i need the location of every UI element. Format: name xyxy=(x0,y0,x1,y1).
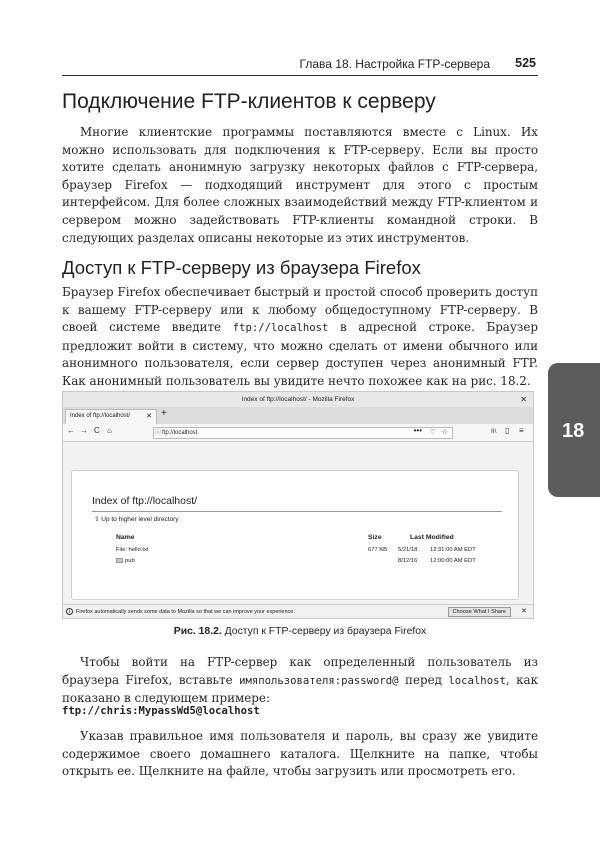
reload-icon[interactable]: C xyxy=(94,426,100,435)
directory-title: Index of ftp://localhost/ xyxy=(92,495,198,507)
window-titlebar xyxy=(63,392,533,407)
folder-link[interactable] xyxy=(116,558,135,564)
home-dir-paragraph xyxy=(62,728,538,781)
url-bar[interactable] xyxy=(153,427,453,439)
url-text: ftp://localhost xyxy=(162,430,198,436)
login-text-b: перед xyxy=(405,672,442,687)
home-dir-text: Указав правильное имя пользователя и пароль, вы сразу же увидите содержимое своего домашнего каталога. Щелкните на папке, чтобы открыть ее. Щелкните на файле, чтобы загрузить или просмотреть его. xyxy=(62,729,538,779)
inline-code-credentials: имяпользователя:password@ xyxy=(239,674,399,687)
section-heading-firefox: Доступ к FTP-серверу из браузера Firefox xyxy=(62,257,421,278)
chapter-title: Глава 18. Настройка FTP-сервера xyxy=(299,57,490,71)
file-size: 677 KB xyxy=(368,547,388,553)
file-time: 12:31:00 AM EDT xyxy=(430,547,476,553)
title-divider xyxy=(92,511,502,512)
sidebar-icon[interactable]: ▯ xyxy=(505,426,510,435)
firefox-paragraph xyxy=(62,284,538,391)
figure-caption xyxy=(0,626,600,637)
intro-text: Многие клиентские программы поставляются вместе с Linux. Их можно использовать для подключения к FTP-серверу. Если вы просто хотите сделать анонимную загрузку некоторых файлов с FTP-сервера, браузер Firefox — подходящий инструмент для этого с простым интерфейсом. Для более сложных взаимодействий между FTP-клиентом и сервером можно задействовать FTP-клиенты командной строки. В следующих разделах описаны некоторые из этих инструментов. xyxy=(62,125,538,245)
column-header-modified: Last Modified xyxy=(410,534,454,541)
folder-time: 12:00:00 AM EDT xyxy=(430,558,476,564)
column-header-name: Name xyxy=(116,534,135,541)
up-directory-link[interactable] xyxy=(94,515,179,523)
caption-text: Доступ к FTP-серверу из браузера Firefox xyxy=(224,626,427,637)
chapter-tab-number: 18 xyxy=(562,420,585,442)
caption-label: Рис. 18.2. xyxy=(173,626,222,637)
column-header-size: Size xyxy=(368,534,382,541)
notification-text: Firefox automatically sends some data to Mozilla so that we can improve your experience. xyxy=(76,609,295,615)
menu-icon[interactable]: ≡ xyxy=(519,426,524,435)
up-directory-label: Up to higher level directory xyxy=(101,516,179,523)
file-link[interactable]: File: hello.txt xyxy=(116,547,149,553)
firefox-screenshot-figure xyxy=(62,391,534,619)
tab-close-icon[interactable]: ✕ xyxy=(146,413,152,420)
page-number: 525 xyxy=(515,56,536,70)
intro-paragraph xyxy=(62,124,538,247)
running-head xyxy=(62,56,538,76)
notification-info-icon: i xyxy=(66,608,73,615)
login-text-a: Чтобы войти на FTP-сервер как определенный пользователь из браузера Firefox, вставьте xyxy=(62,655,538,687)
folder-date: 8/12/16 xyxy=(398,558,418,564)
inline-code-host: localhost xyxy=(448,674,506,687)
folder-icon xyxy=(116,558,123,563)
library-icon[interactable]: II\ xyxy=(491,428,497,435)
inline-code-localhost: ftp://localhost xyxy=(232,322,329,335)
info-icon[interactable]: ⓘ xyxy=(155,430,162,436)
page-actions-icon[interactable]: ••• xyxy=(413,426,422,435)
section-heading-ftp-clients: Подключение FTP-клиентов к серверу xyxy=(62,90,436,113)
notification-close-icon[interactable]: ✕ xyxy=(521,608,527,615)
firefox-text-a: Браузер Firefox обеспечивает быстрый и простой способ проверить доступ к вашему FTP-серверу или к любому общедоступному FTP-серверу. В своей системе введите xyxy=(62,285,538,335)
bookmark-star-icon[interactable]: ☆ xyxy=(441,429,448,436)
login-text-c: , как показано в следующем примере: xyxy=(62,672,539,706)
window-close-icon[interactable]: ✕ xyxy=(520,395,527,404)
tab-row xyxy=(63,407,533,424)
login-paragraph xyxy=(62,654,538,708)
browser-tab-label: Index of ftp://localhost/ xyxy=(70,413,131,419)
back-arrow-icon[interactable]: ← xyxy=(67,426,75,435)
up-arrow-icon: ⇧ xyxy=(94,516,100,523)
folder-name: pub xyxy=(125,558,135,565)
window-title: Index of ftp://localhost/ - Mozilla Firefox xyxy=(241,396,355,403)
new-tab-icon[interactable]: + xyxy=(161,408,167,419)
browser-tab[interactable] xyxy=(65,409,157,424)
notification-bar xyxy=(63,604,533,619)
forward-arrow-icon[interactable]: → xyxy=(80,426,88,435)
page-content xyxy=(71,470,519,600)
file-date: 5/21/18 xyxy=(398,547,418,553)
home-icon[interactable]: ⌂ xyxy=(107,426,112,435)
pocket-icon[interactable]: ♡ xyxy=(429,429,436,436)
navigation-toolbar xyxy=(63,424,533,442)
chapter-tab xyxy=(548,363,600,497)
firefox-text-b: в адресной строке. Браузер предложит войти в систему, что можно сделать от имени обычного или анонимного пользователя, если сервер доступен через анонимный FTP. Как анонимный пользователь вы увидите нечто похожее как на рис. 18.2. xyxy=(62,320,539,388)
code-example: ftp://chris:MypassWd5@localhost xyxy=(62,705,260,717)
choose-what-i-share-button[interactable]: Choose What I Share xyxy=(448,607,511,617)
